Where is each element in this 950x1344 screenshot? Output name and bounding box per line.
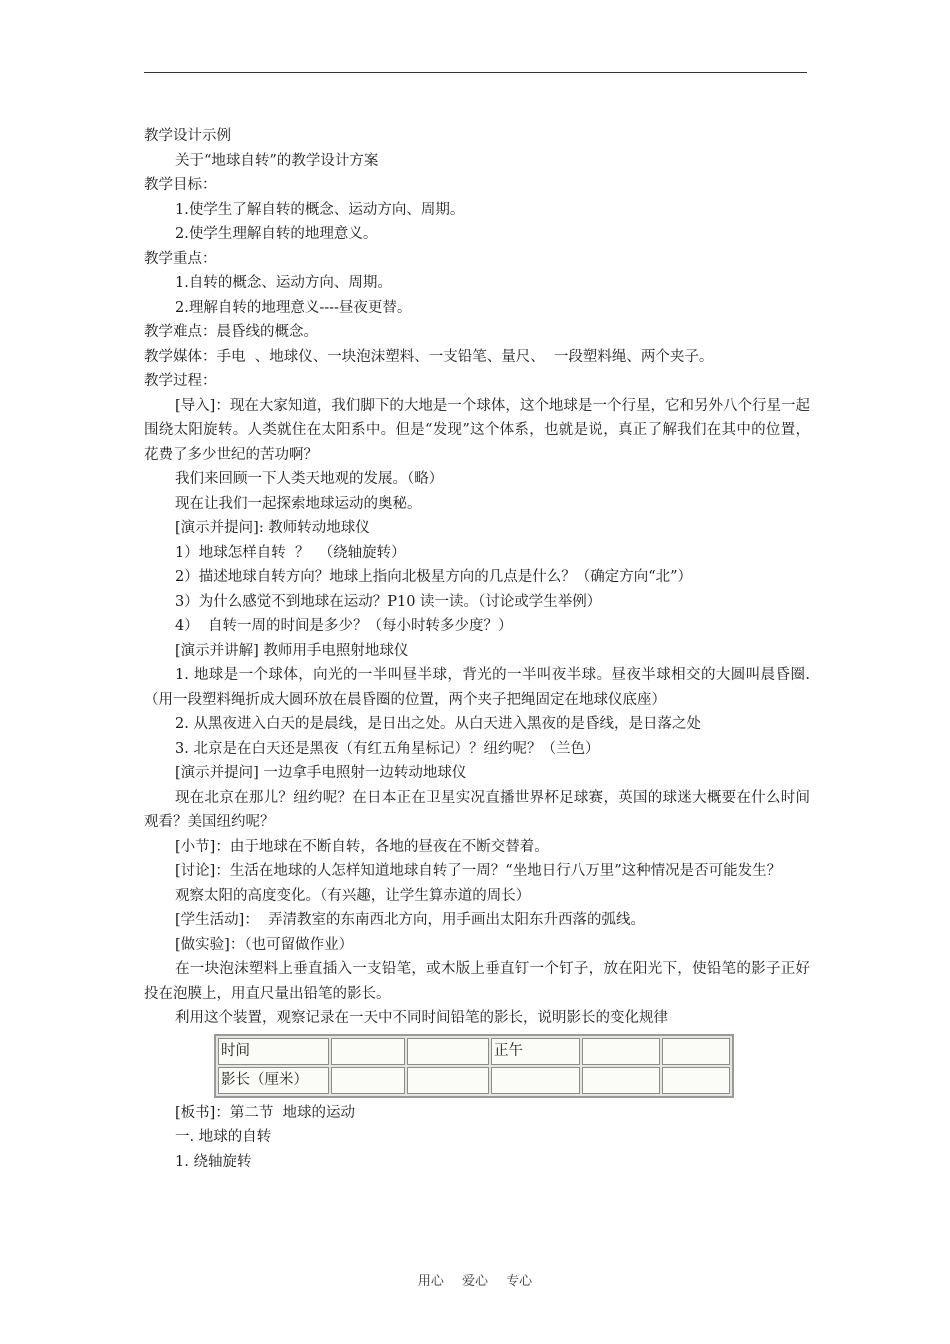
difficulty-line: 教学难点：晨昏线的概念。 <box>144 324 318 340</box>
discussion-paragraph: [讨论]：生活在地球的人怎样知道地球自转了一周？“坐地日行八万里”这种情况是否可能发生？ <box>175 863 782 879</box>
review-line: 我们来回顾一下人类天地观的发展。（略） <box>175 471 444 487</box>
key-point-item: 1.自转的概念、运动方向、周期。 <box>175 275 392 291</box>
key-points-label: 教学重点： <box>144 250 217 267</box>
doc-subtitle: 关于“地球自转”的教学设计方案 <box>175 152 379 169</box>
document-body <box>144 124 810 1174</box>
experiment-title: [做实验]：（也可留做作业） <box>175 936 354 953</box>
goal-item: 2.使学生理解自转的地理意义。 <box>175 226 378 242</box>
table-cell <box>662 1067 730 1094</box>
intro-paragraph: [导入]：现在大家知道，我们脚下的大地是一个球体，这个地球是一个行星，它和另外八个行星一起围绕太阳旋转。人类就住在太阳系中。但是“发现”这个体系，也就是说，真正了解我们在其中的位置，花费了多少世纪的苦功啊？ <box>144 397 810 463</box>
experiment-text: 在一块泡沫塑料上垂直插入一支铅笔，或木版上垂直钉一个钉子，放在阳光下，使铅笔的影子正好投在泡膜上，用直尺量出铅笔的影长。 <box>144 961 810 1002</box>
table-cell <box>662 1038 730 1065</box>
page-footer <box>0 1270 950 1289</box>
board-line: 一. 地球的自转 <box>175 1129 272 1145</box>
question-item: 3）为什么感觉不到地球在运动？P10 读一读。（讨论或学生举例） <box>175 593 602 610</box>
board-line: 1. 绕轴旋转 <box>175 1153 252 1170</box>
goals-label: 教学目标： <box>144 177 217 193</box>
table-cell: 时间 <box>218 1038 329 1065</box>
table-cell <box>407 1038 489 1065</box>
goal-item: 1.使学生了解自转的概念、运动方向、周期。 <box>175 201 465 218</box>
explore-line: 现在让我们一起探索地球运动的奥秘。 <box>175 495 422 512</box>
table-cell <box>582 1067 660 1094</box>
question-item: 2）描述地球自转方向？地球上指向北极星方向的几点是什么？（确定方向“北”） <box>175 569 693 585</box>
footer-word: 爱心 <box>461 1274 488 1289</box>
table-cell <box>491 1067 580 1094</box>
explanation-item: 2. 从黑夜进入白天的是晨线，是日出之处。从白天进入黑夜的是昏线，是日落之处 <box>175 716 701 732</box>
activity-line: [学生活动]： 弄清教室的东南西北方向，用手画出太阳东升西落的弧线。 <box>175 912 646 928</box>
table-cell: 影长（厘米） <box>218 1067 329 1094</box>
process-label: 教学过程： <box>144 373 217 389</box>
key-point-item: 2.理解自转的地理意义----昼夜更替。 <box>175 299 412 316</box>
doc-heading: 教学设计示例 <box>144 128 231 144</box>
table-cell <box>407 1067 489 1094</box>
experiment-instruction: 利用这个装置，观察记录在一天中不同时间铅笔的影长，说明影长的变化规律 <box>175 1010 668 1026</box>
explanation-item: 3. 北京是在白天还是黑夜（有红五角星标记）？纽约呢？（兰色） <box>175 740 600 757</box>
table-cell <box>331 1038 405 1065</box>
question-item: 4） 自转一周的时间是多少？（每小时转多少度？） <box>175 618 513 634</box>
shadow-table-wrapper <box>214 1034 734 1098</box>
shadow-length-table <box>214 1034 734 1098</box>
board-title: [板书]：第二节 地球的运动 <box>175 1104 356 1121</box>
table-cell <box>331 1067 405 1094</box>
explanation-item: 1. 地球是一个球体，向光的一半叫昼半球，背光的一半叫夜半球。昼夜半球相交的大圆叫晨昏圈.（用一段塑料绳折成大圆环放在晨昏圈的位置，两个夹子把绳固定在地球仪底座） <box>144 667 810 708</box>
table-cell <box>582 1038 660 1065</box>
footer-word: 专心 <box>506 1274 533 1289</box>
demo1-title: [演示并提问]: 教师转动地球仪 <box>175 520 370 536</box>
table-row <box>218 1038 730 1065</box>
summary-line: [小节]：由于地球在不断自转，各地的昼夜在不断交替着。 <box>175 838 549 855</box>
header-rule <box>144 72 807 73</box>
question-item: 1）地球怎样自转 ？ （绕轴旋转） <box>175 544 406 561</box>
table-cell: 正午 <box>491 1038 580 1065</box>
observe-line: 观察太阳的高度变化。（有兴趣，让学生算赤道的周长） <box>175 887 531 904</box>
demo2-title: [演示并讲解] 教师用手电照射地球仪 <box>175 642 409 659</box>
media-line: 教学媒体：手电 、地球仪、一块泡沫塑料、一支铅笔、量尺、 一段塑料绳、两个夹子。 <box>144 348 714 365</box>
table-row <box>218 1067 730 1094</box>
footer-word: 用心 <box>417 1274 444 1289</box>
demo3-title: [演示并提问] 一边拿手电照射一边转动地球仪 <box>175 765 467 781</box>
demo3-text: 现在北京在那儿？纽约呢？在日本正在卫星实况直播世界杯足球赛，英国的球迷大概要在什么时间观看？美国纽约呢？ <box>144 789 810 830</box>
